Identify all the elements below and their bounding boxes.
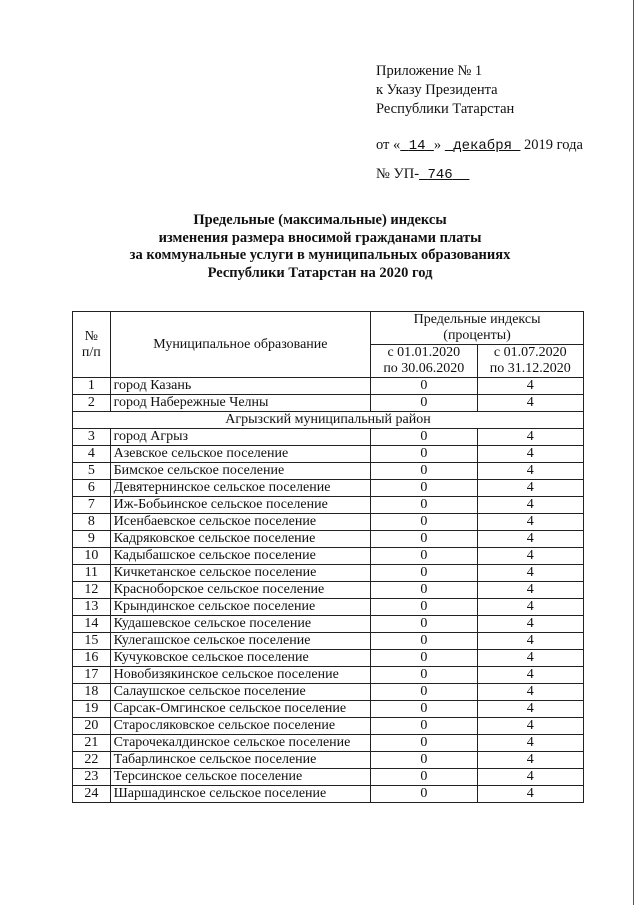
appendix-block (376, 62, 583, 185)
row-name: Азевское сельское поселение (110, 446, 370, 463)
row-index-period-2: 4 (477, 531, 583, 548)
row-index-period-2: 4 (477, 752, 583, 769)
row-number: 16 (73, 650, 111, 667)
row-name: Старосляковское сельское поселение (110, 718, 370, 735)
table-row (73, 701, 584, 718)
number-prefix: № УП- (376, 166, 420, 182)
row-number: 11 (73, 565, 111, 582)
row-name: Табарлинское сельское поселение (110, 752, 370, 769)
row-index-period-2: 4 (477, 667, 583, 684)
row-name: Шаршадинское сельское поселение (110, 786, 370, 803)
row-index-period-2: 4 (477, 599, 583, 616)
row-number: 21 (73, 735, 111, 752)
decree-date (376, 136, 583, 156)
row-number: 15 (73, 633, 111, 650)
scan-edge-line (633, 0, 634, 905)
city-rows (73, 378, 584, 412)
title-line-3: за коммунальные услуги в муниципальных образованиях (129, 247, 511, 263)
row-index-period-1: 0 (371, 582, 477, 599)
row-index-period-2: 4 (477, 395, 583, 412)
row-index-period-1: 0 (371, 650, 477, 667)
decree-number (376, 165, 583, 185)
table-row (73, 735, 584, 752)
settlement-rows (73, 429, 584, 803)
table-row (73, 548, 584, 565)
row-index-period-1: 0 (371, 616, 477, 633)
table-row (73, 684, 584, 701)
row-index-period-2: 4 (477, 633, 583, 650)
row-name: Старочекалдинское сельское поселение (110, 735, 370, 752)
row-index-period-1: 0 (371, 497, 477, 514)
row-index-period-2: 4 (477, 650, 583, 667)
number-value: 746 (427, 167, 453, 183)
row-number: 3 (73, 429, 111, 446)
table-row (73, 650, 584, 667)
row-name: Красноборское сельское поселение (110, 582, 370, 599)
row-index-period-1: 0 (371, 769, 477, 786)
header-indices: Предельные индексы (проценты) (371, 312, 584, 345)
appendix-line-3: Республики Татарстан (376, 101, 515, 117)
row-name: Терсинское сельское поселение (110, 769, 370, 786)
district-title: Агрызский муниципальный район (73, 412, 584, 429)
row-index-period-2: 4 (477, 718, 583, 735)
row-index-period-2: 4 (477, 786, 583, 803)
table-row (73, 786, 584, 803)
appendix-line-1: Приложение № 1 (376, 63, 483, 79)
header-period-2: с 01.07.2020 по 31.12.2020 (477, 345, 583, 378)
row-number: 2 (73, 395, 111, 412)
row-index-period-1: 0 (371, 446, 477, 463)
table-row (73, 497, 584, 514)
table-row (73, 752, 584, 769)
row-index-period-1: 0 (371, 548, 477, 565)
row-name: Новобизякинское сельское поселение (110, 667, 370, 684)
table-row (73, 769, 584, 786)
row-index-period-2: 4 (477, 565, 583, 582)
table-row (73, 395, 584, 412)
row-name: Сарсак-Омгинское сельское поселение (110, 701, 370, 718)
row-number: 13 (73, 599, 111, 616)
district-header-row (73, 412, 584, 429)
row-number: 8 (73, 514, 111, 531)
table-row (73, 429, 584, 446)
row-name: Иж-Бобьинское сельское поселение (110, 497, 370, 514)
row-name: город Набережные Челны (110, 395, 370, 412)
table-row (73, 616, 584, 633)
row-name: Крындинское сельское поселение (110, 599, 370, 616)
row-name: Бимское сельское поселение (110, 463, 370, 480)
row-name: Салаушское сельское поселение (110, 684, 370, 701)
row-index-period-2: 4 (477, 769, 583, 786)
indices-table (72, 311, 584, 803)
district-section (73, 412, 584, 429)
row-number: 14 (73, 616, 111, 633)
row-number: 20 (73, 718, 111, 735)
row-index-period-2: 4 (477, 497, 583, 514)
row-index-period-2: 4 (477, 446, 583, 463)
row-index-period-2: 4 (477, 480, 583, 497)
date-year: 2019 года (524, 137, 583, 153)
table-row (73, 514, 584, 531)
title-line-4: Республики Татарстан на 2020 год (207, 264, 433, 281)
date-month: декабря (453, 138, 512, 154)
row-number: 24 (73, 786, 111, 803)
row-name: Кадряковское сельское поселение (110, 531, 370, 548)
row-index-period-1: 0 (371, 701, 477, 718)
header-num: № п/п (73, 312, 111, 378)
table-row (73, 599, 584, 616)
row-index-period-1: 0 (371, 531, 477, 548)
row-index-period-2: 4 (477, 378, 583, 395)
row-name: Кадыбашское сельское поселение (110, 548, 370, 565)
row-index-period-1: 0 (371, 667, 477, 684)
table-row (73, 463, 584, 480)
row-index-period-1: 0 (371, 786, 477, 803)
table-row (73, 446, 584, 463)
row-index-period-2: 4 (477, 548, 583, 565)
table-row (73, 633, 584, 650)
row-number: 12 (73, 582, 111, 599)
row-name: Девятернинское сельское поселение (110, 480, 370, 497)
table-row (73, 718, 584, 735)
row-number: 17 (73, 667, 111, 684)
date-mid: » (433, 137, 442, 153)
table-row (73, 531, 584, 548)
row-index-period-2: 4 (477, 684, 583, 701)
row-index-period-2: 4 (477, 701, 583, 718)
title-line-2: изменения размера вносимой гражданами платы (158, 229, 482, 246)
row-name: Кучуковское сельское поселение (110, 650, 370, 667)
row-index-period-1: 0 (371, 480, 477, 497)
row-number: 22 (73, 752, 111, 769)
row-number: 9 (73, 531, 111, 548)
document-title (0, 212, 640, 282)
row-name: город Казань (110, 378, 370, 395)
row-name: Кичкетанское сельское поселение (110, 565, 370, 582)
date-day: 14 (408, 138, 426, 154)
header-period-1: с 01.01.2020 по 30.06.2020 (371, 345, 477, 378)
row-number: 6 (73, 480, 111, 497)
table-row (73, 378, 584, 395)
row-number: 7 (73, 497, 111, 514)
row-number: 1 (73, 378, 111, 395)
row-index-period-1: 0 (371, 378, 477, 395)
row-name: Кулегашское сельское поселение (110, 633, 370, 650)
row-index-period-2: 4 (477, 582, 583, 599)
row-number: 23 (73, 769, 111, 786)
row-index-period-1: 0 (371, 752, 477, 769)
row-number: 10 (73, 548, 111, 565)
row-index-period-1: 0 (371, 565, 477, 582)
row-number: 19 (73, 701, 111, 718)
row-number: 18 (73, 684, 111, 701)
row-index-period-1: 0 (371, 735, 477, 752)
table-row (73, 565, 584, 582)
row-name: город Агрыз (110, 429, 370, 446)
row-index-period-1: 0 (371, 463, 477, 480)
title-line-1: Предельные (максимальные) индексы (193, 212, 447, 228)
table-row (73, 480, 584, 497)
row-name: Исенбаевское сельское поселение (110, 514, 370, 531)
appendix-line-2: к Указу Президента (376, 82, 498, 98)
row-index-period-2: 4 (477, 735, 583, 752)
row-index-period-2: 4 (477, 429, 583, 446)
row-index-period-1: 0 (371, 395, 477, 412)
row-name: Кудашевское сельское поселение (110, 616, 370, 633)
row-index-period-1: 0 (371, 718, 477, 735)
row-index-period-1: 0 (371, 684, 477, 701)
row-index-period-1: 0 (371, 429, 477, 446)
row-index-period-2: 4 (477, 514, 583, 531)
row-number: 5 (73, 463, 111, 480)
row-index-period-1: 0 (371, 514, 477, 531)
row-number: 4 (73, 446, 111, 463)
date-prefix: от « (376, 137, 401, 153)
row-index-period-2: 4 (477, 616, 583, 633)
row-index-period-1: 0 (371, 599, 477, 616)
row-index-period-2: 4 (477, 463, 583, 480)
table-row (73, 582, 584, 599)
row-index-period-1: 0 (371, 633, 477, 650)
table-row (73, 667, 584, 684)
header-name: Муниципальное образование (110, 312, 370, 378)
